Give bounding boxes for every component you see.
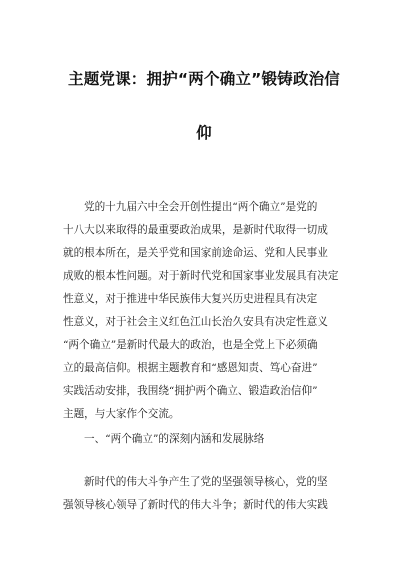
document-title-continuation: 仰 (196, 124, 212, 142)
paragraph-line: 主题，与大家作个交流。 (63, 408, 180, 420)
paragraph-line: 实践活动安排，我围绕“拥护两个确立、锻造政治信仰” (63, 385, 318, 397)
section-heading: 一、“两个确立”的深刻内涵和发展脉络 (84, 433, 265, 445)
paragraph-line: 十八大以来取得的最重要政治成果，是新时代取得一切成 (63, 224, 328, 236)
paragraph-line: 就的根本所在，是关乎党和国家前途命运、党和人民事业 (63, 247, 328, 259)
paragraph-line: 新时代的伟大斗争产生了党的坚强领导核心，党的坚 (84, 476, 328, 488)
paragraph-line: 强领导核心领导了新时代的伟大斗争；新时代的伟大实践 (63, 499, 328, 511)
paragraph-line: 性意义，对于推进中华民族伟大复兴历史进程具有决定 (63, 293, 318, 305)
paragraph-line: 立的最高信仰。根据主题教育和“感恩知责、笃心奋进” (63, 362, 318, 374)
paragraph-line: 党的十九届六中全会开创性提出“两个确立”是党的 (84, 201, 318, 213)
paragraph-line: “两个确立”是新时代最大的政治，也是全党上下必须确 (63, 339, 318, 351)
document-title: 主题党课：拥护“两个确立”锻铸政治信 (68, 70, 340, 88)
paragraph-line: 成败的根本性问题。对于新时代党和国家事业发展具有决定 (63, 270, 339, 282)
paragraph-line: 性意义，对于社会主义红色江山长治久安具有决定性意义 (63, 316, 328, 328)
